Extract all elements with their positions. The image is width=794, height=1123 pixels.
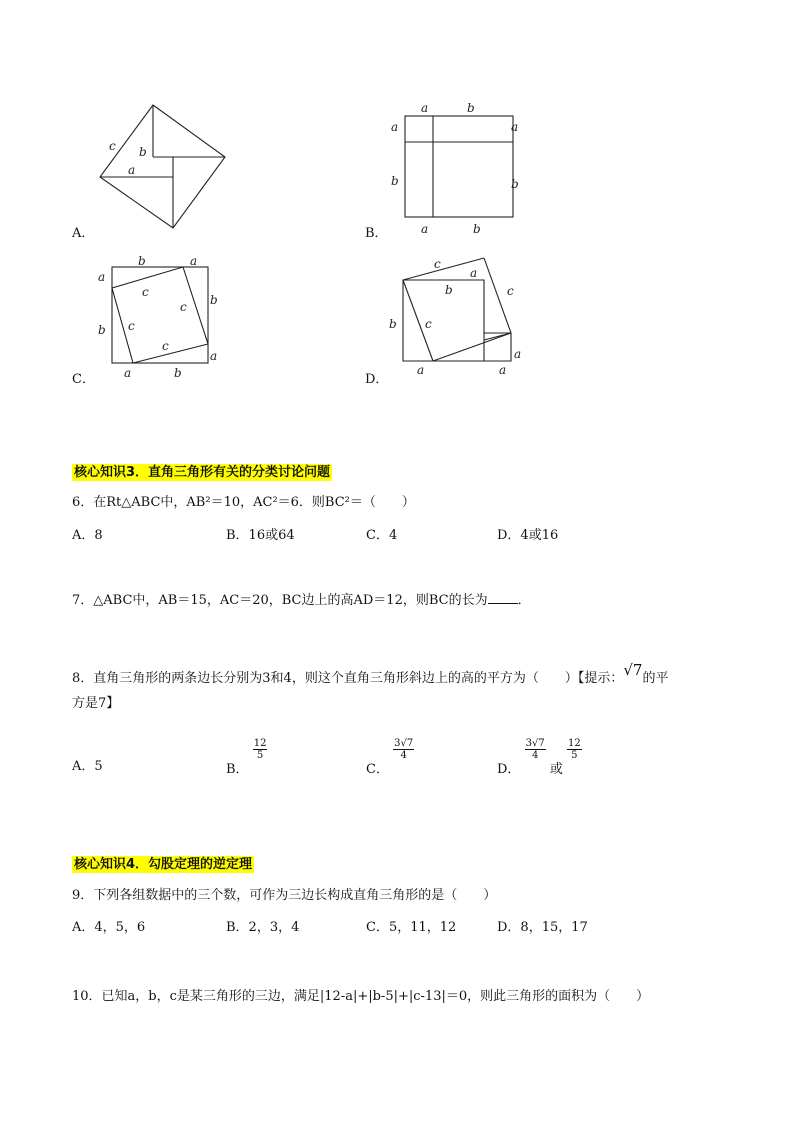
fig-d-label-bottom-a2: a <box>499 363 507 377</box>
q9-option-c: C．5，11，12 <box>366 920 457 935</box>
figure-a-option: A． <box>72 226 95 241</box>
fig-d-label-bottom-a1: a <box>417 363 425 377</box>
fig-d-label-top-a: a <box>470 266 478 280</box>
fig-c-label-top-a: a <box>190 254 198 268</box>
fig-d-label-right-a: a <box>514 347 522 361</box>
q6-option-b: B．16或64 <box>226 528 295 543</box>
fig-d-label-inner-b: b <box>445 283 453 297</box>
fig-b-label-top-a: a <box>421 101 429 115</box>
fig-d-label-top-c: c <box>434 257 441 271</box>
fig-c-label-c3: c <box>128 319 135 333</box>
q8-option-b-label: B． <box>226 762 249 777</box>
q8-option-d-or: 或 <box>549 762 563 777</box>
q6-option-c: C．4 <box>366 528 398 543</box>
figure-d <box>385 250 530 380</box>
q8-option-d <box>497 738 582 777</box>
q6-option-a: A．8 <box>72 528 103 543</box>
section3-heading: 核心知识3．直角三角形有关的分类讨论问题 <box>74 465 331 480</box>
fig-c-label-bottom-b: b <box>174 366 182 380</box>
fig-d-label-left-b: b <box>389 317 397 331</box>
question-6-text: 6．在Rt△ABC中，AB²＝10，AC²＝6．则BC²＝（ ） <box>72 495 415 510</box>
question-7-text: 7．△ABC中，AB＝15，AC＝20，BC边上的高AD＝12，则BC的长为 <box>72 593 488 608</box>
fig-b-label-top-b: b <box>467 101 475 115</box>
q8-option-b <box>226 738 267 777</box>
question-8-line1 <box>72 661 669 688</box>
fig-b-label-left-b: b <box>391 174 399 188</box>
fig-d-label-inner-c: c <box>425 317 432 331</box>
question-7 <box>72 591 531 610</box>
fraction-12-5-d: $\frac{12}{5}$ <box>567 738 581 761</box>
fraction-12-5: $\frac{12}{5}$ <box>253 738 267 761</box>
fraction-3sqrt7-4-d: $\frac{3√7}{4}$ <box>525 738 545 761</box>
fig-b-label-right-a: a <box>511 120 519 134</box>
fig-c-label-c1: c <box>142 285 149 299</box>
fig-c-label-left-b: b <box>98 323 106 337</box>
figure-c-option: C． <box>72 372 95 387</box>
figure-b-option: B． <box>365 226 388 241</box>
fig-a-label-a: a <box>128 163 136 177</box>
fig-a-label-c: c <box>109 139 116 153</box>
question-8-line2: 方是7】 <box>72 696 120 711</box>
fig-b-label-bottom-b: b <box>473 222 481 236</box>
q8-option-c-label: C． <box>366 762 389 777</box>
q6-option-d: D．4或16 <box>497 528 559 543</box>
fig-a-label-b: b <box>139 145 147 159</box>
fig-b-label-bottom-a: a <box>421 222 429 236</box>
q9-option-d: D．8，15，17 <box>497 920 588 935</box>
fig-c-label-bottom-a: a <box>124 366 132 380</box>
question-8-text-end: 的平 <box>642 671 669 686</box>
question-7-end: ． <box>517 593 531 608</box>
q9-option-a: A．4，5，6 <box>72 920 146 935</box>
q8-option-d-label: D． <box>497 762 521 777</box>
question-9-text: 9．下列各组数据中的三个数，可作为三边长构成直角三角形的是（ ） <box>72 888 497 903</box>
fraction-3sqrt7-4: $\frac{3√7}{4}$ <box>394 738 414 761</box>
section4-heading: 核心知识4．勾股定理的逆定理 <box>74 857 253 872</box>
fig-c-label-c2: c <box>180 300 187 314</box>
fig-c-label-top-b: b <box>138 254 146 268</box>
fig-c-label-right-a: a <box>210 349 218 363</box>
fig-b-label-left-a: a <box>391 120 399 134</box>
q8-option-c <box>366 738 414 777</box>
q8-option-a: A．5 <box>72 759 103 774</box>
answer-blank <box>488 591 518 604</box>
fig-b-label-right-b: b <box>511 177 519 191</box>
figure-a <box>95 100 235 235</box>
q9-option-b: B．2，3，4 <box>226 920 300 935</box>
figure-c <box>92 254 227 384</box>
fig-c-label-left-a: a <box>98 270 106 284</box>
figure-d-option: D． <box>365 372 389 387</box>
sqrt7-hint: √7 <box>623 661 643 679</box>
fig-c-label-c4: c <box>162 339 169 353</box>
fig-d-label-right-c: c <box>507 284 514 298</box>
figure-b <box>385 98 530 238</box>
question-10-text: 10．已知a，b，c是某三角形的三边，满足|12-a|+|b-5|+|c-13|＝0，则此三角形的面积为（ ） <box>72 989 650 1004</box>
question-8-text: 8．直角三角形的两条边长分别为3和4，则这个直角三角形斜边上的高的平方为（ ）【提示： <box>72 671 624 686</box>
fig-c-label-right-b: b <box>210 293 218 307</box>
